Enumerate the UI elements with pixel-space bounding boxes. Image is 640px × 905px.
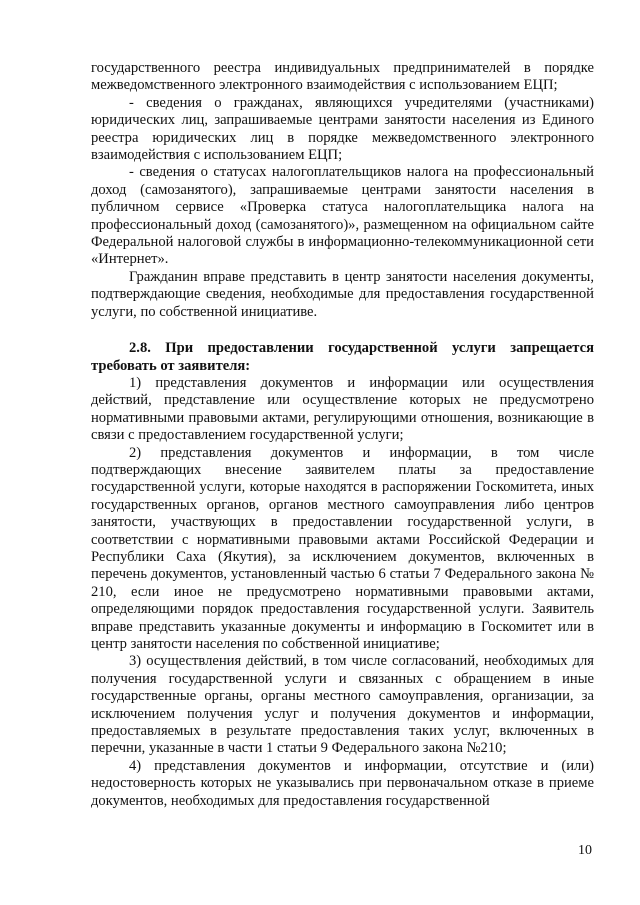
list-item: 4) представления документов и информации, отсутствие и (или) недостоверность которых не указывались при первоначальном отказе в приеме документов, необходимых для предоставления государственной	[91, 757, 594, 809]
document-body	[91, 60, 594, 810]
document-page	[91, 60, 594, 810]
list-item: 3) осуществления действий, в том числе согласований, необходимых для получения государственной услуги и связанных с обращением в иные государственные органы, органы местного самоуправления, организации, за исключением получения услуг и получения документов и информации, предоставляемых в результате предоставления таких услуг, включенных в перечни, указанные в части 1 статьи 9 Федерального закона №210;	[91, 653, 594, 757]
paragraph-self-employed-info: - сведения о статусах налогоплательщиков налога на профессиональный доход (самозанятого), запрашиваемые центрами занятости населения в публичном сервисе «Проверка статуса налогоплательщика налога на профессиональный доход (самозанятого)», размещенном на официальном сайте Федеральной налоговой службы в информационно-телекоммуникационной сети «Интернет».	[91, 164, 594, 268]
list-item: 2) представления документов и информации, в том числе подтверждающих внесение заявителем платы за предоставление государственной услуги, которые находятся в распоряжении Госкомитета, иных государственных органов, органов местного самоуправления либо центров занятости, участвующих в предоставлении государственной услуги, в соответствии с нормативными правовыми актами Российской Федерации и Республики Саха (Якутия), за исключением документов, включенных в перечень документов, установленный частью 6 статьи 7 Федерального закона № 210, если иное не предусмотрено нормативными правовыми актами, определяющими порядок предоставления государственной услуги. Заявитель вправе представить указанные документы и информацию в Госкомитет или в центр занятости населения по собственной инициативе;	[91, 444, 594, 652]
section-heading: 2.8. При предоставлении государственной услуги запрещается требовать от заявителя:	[91, 340, 594, 374]
paragraph-own-initiative: Гражданин вправе представить в центр занятости населения документы, подтверждающие сведения, необходимые для предоставления государственной услуги, по собственной инициативе.	[91, 268, 594, 320]
section-gap	[91, 321, 594, 340]
list-item: 1) представления документов и информации или осуществления действий, представление или осуществление которых не предусмотрено нормативными правовыми актами, регулирующими отношения, возникающие в связи с предоставлением государственной услуги;	[91, 374, 594, 444]
page-number: 10	[578, 843, 592, 858]
paragraph-founders-info: - сведения о гражданах, являющихся учредителями (участниками) юридических лиц, запрашиваемые центрами занятости населения из Единого реестра юридических лиц в порядке межведомственного электронного взаимодействия с использованием ЕЦП;	[91, 94, 594, 164]
paragraph-continuation: государственного реестра индивидуальных предпринимателей в порядке межведомственного электронного взаимодействия с использованием ЕЦП;	[91, 60, 594, 94]
